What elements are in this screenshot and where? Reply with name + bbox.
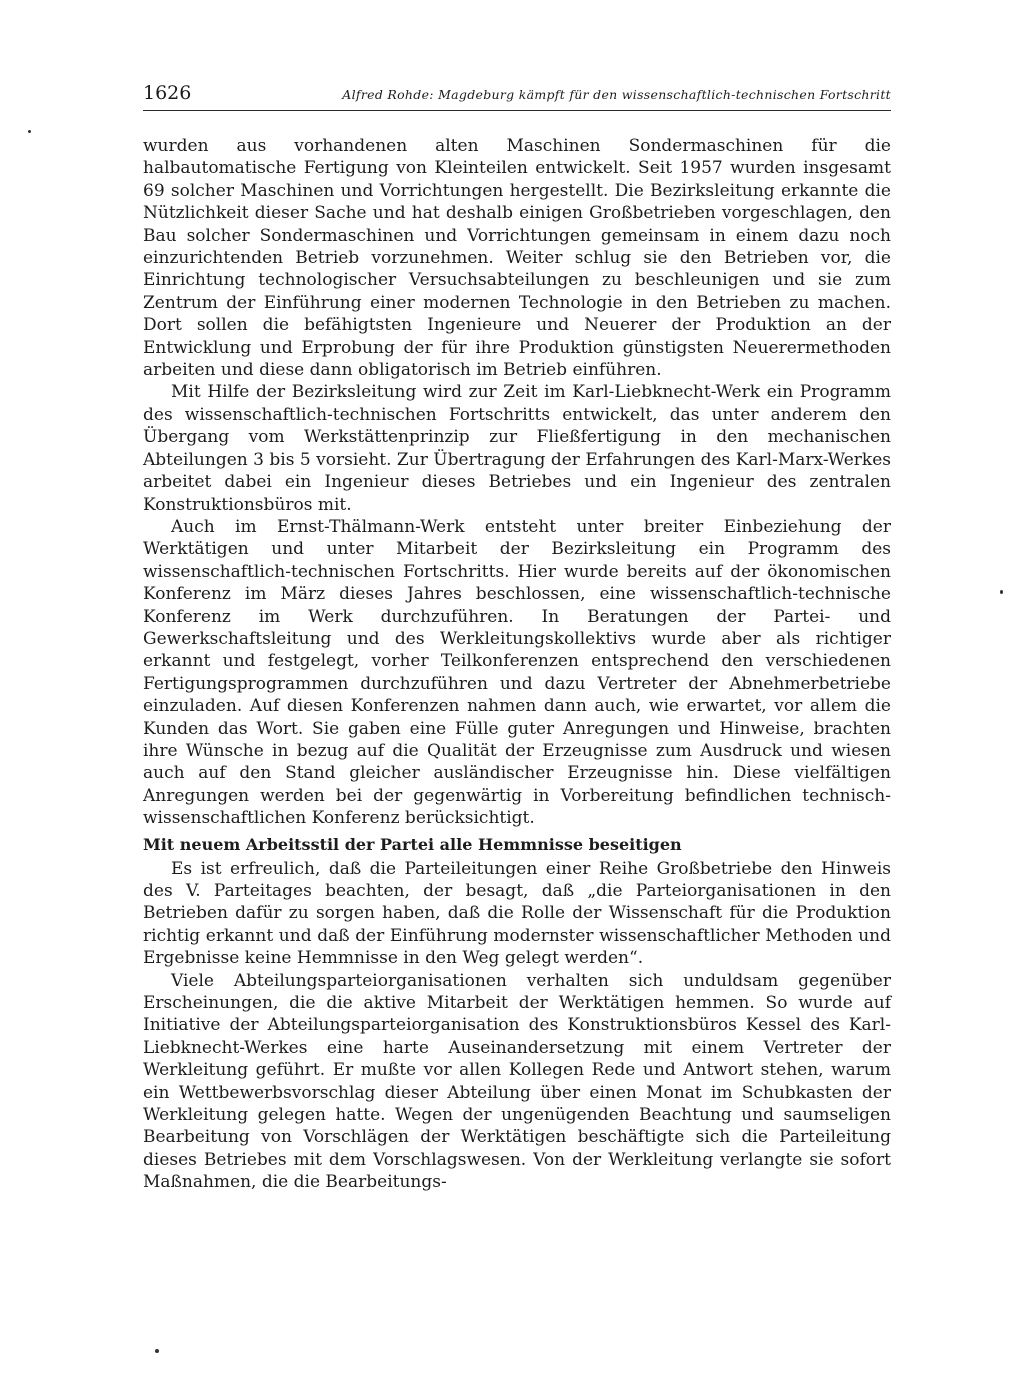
- paragraph: Mit Hilfe der Bezirksleitung wird zur Zeit im Karl-Liebknecht-Werk ein Programm des wissenschaftlich-technischen Fortschritts entwickelt, das unter anderem den Übergang vom Werkstättenprinzip zur Fließfertigung in den mechanischen Abteilungen 3 bis 5 vorsieht. Zur Übertragung der Erfahrungen des Karl-Marx-Werkes arbeitet dabei ein Ingenieur dieses Betriebes und ein Ingenieur des zentralen Konstruktionsbüros mit.: [143, 382, 891, 515]
- document-page: [143, 82, 891, 1194]
- paragraph: Auch im Ernst-Thälmann-Werk entsteht unter breiter Einbeziehung der Werktätigen und unter Mitarbeit der Bezirksleitung ein Programm des wissenschaftlich-technischen Fortschritts. Hier wurde bereits auf der ökonomischen Konferenz im März dieses Jahres beschlossen, eine wissenschaftlich-technische Konferenz im Werk durchzuführen. In Beratungen der Partei- und Gewerkschaftsleitung und des Werkleitungskollektivs wurde aber als richtiger erkannt und festgelegt, vorher Teilkonferenzen entsprechend den verschiedenen Fertigungsprogrammen durchzuführen und dazu Vertreter der Abnehmerbetriebe einzuladen. Auf diesen Konferenzen nahmen dann auch, wie erwartet, vor allem die Kunden das Wort. Sie gaben eine Fülle guter Anregungen und Hinweise, brachten ihre Wünsche in bezug auf die Qualität der Erzeugnisse zum Ausdruck und wiesen auch auf den Stand gleicher ausländischer Erzeugnisse hin. Diese vielfältigen Anregungen werden bei der gegenwärtig in Vorbereitung befindlichen technisch-wissenschaftlichen Konferenz berücksichtigt.: [143, 516, 891, 829]
- scan-speck: [1000, 590, 1003, 594]
- page-number: 1626: [143, 82, 192, 104]
- page-header: [143, 82, 891, 111]
- article-body: [143, 135, 891, 1194]
- scan-speck: [155, 1349, 159, 1353]
- running-title: Alfred Rohde: Magdeburg kämpft für den wissenschaftlich-technischen Fortschritt: [342, 87, 891, 102]
- paragraph: Es ist erfreulich, daß die Parteileitungen einer Reihe Großbetriebe den Hinweis des V. Parteitages beachten, der besagt, daß „die Parteiorganisationen in den Betrieben dafür zu sorgen haben, daß die Rolle der Wissenschaft für die Produktion richtig erkannt und daß der Einführung modernster wissenschaftlicher Methoden und Ergebnisse keine Hemmnisse in den Weg gelegt werden“.: [143, 858, 891, 969]
- paragraph: wurden aus vorhandenen alten Maschinen Sondermaschinen für die halbautomatische Fertigung von Kleinteilen entwickelt. Seit 1957 wurden insgesamt 69 solcher Maschinen und Vorrichtungen hergestellt. Die Bezirksleitung erkannte die Nützlichkeit dieser Sache und hat deshalb einigen Großbetrieben vorgeschlagen, den Bau solcher Sondermaschinen und Vorrichtungen gemeinsam in einem dazu noch einzurichtenden Betrieb vorzunehmen. Weiter schlug sie den Betrieben vor, die Einrichtung technologischer Versuchsabteilungen zu beschleunigen und sie zum Zentrum der Einführung einer modernen Technologie in den Betrieben zu machen. Dort sollen die befähigtsten Ingenieure und Neuerer der Produktion an der Entwicklung und Erprobung der für ihre Produktion günstigsten Neuerermethoden arbeiten und diese dann obligatorisch im Betrieb einführen.: [143, 136, 891, 381]
- paragraph: Viele Abteilungsparteiorganisationen verhalten sich unduldsam gegenüber Erscheinungen, die die aktive Mitarbeit der Werktätigen hemmen. So wurde auf Initiative der Abteilungsparteiorganisation des Konstruktionsbüros Kessel des Karl-Liebknecht-Werkes eine harte Auseinandersetzung mit einem Vertreter der Werkleitung geführt. Er mußte vor allen Kollegen Rede und Antwort stehen, warum ein Wettbewerbsvorschlag dieser Abteilung über einen Monat im Schubkasten der Werkleitung gelegen hatte. Wegen der ungenügenden Beachtung und saumseligen Bearbeitung von Vorschlägen der Werktätigen beschäftigte sich die Parteileitung dieses Betriebes mit dem Vorschlagswesen. Von der Werkleitung verlangte sie sofort Maßnahmen, die die Bearbeitungs-: [143, 970, 891, 1193]
- section-heading: Mit neuem Arbeitsstil der Partei alle Hemmnisse beseitigen: [143, 834, 682, 854]
- scan-speck: [28, 130, 31, 133]
